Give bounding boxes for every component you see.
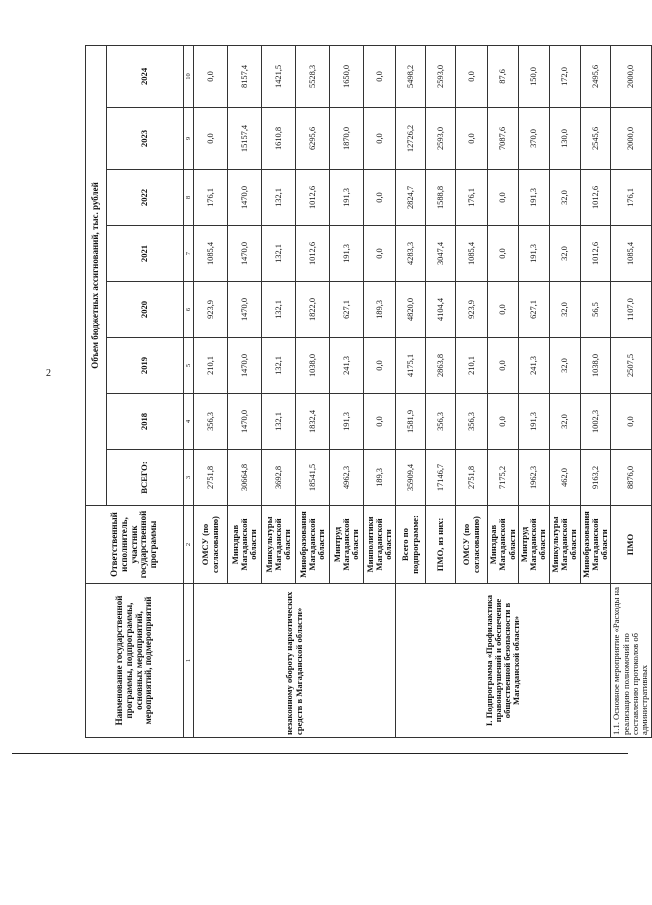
year-value-cell: 1038,0 xyxy=(580,338,611,394)
year-value-cell: 2863,8 xyxy=(426,338,456,394)
year-value-cell: 1581,9 xyxy=(396,394,426,450)
year-value-cell: 0,0 xyxy=(488,282,519,338)
total-value-cell: 18541,5 xyxy=(296,450,330,506)
header-executor: Ответственный исполнитель, участник государственной программы xyxy=(86,506,184,584)
year-value-cell: 1012,6 xyxy=(580,170,611,226)
executor-cell: Минтруд Магаданской области xyxy=(330,506,364,584)
bottom-rule xyxy=(12,753,628,754)
year-value-cell: 191,3 xyxy=(518,170,549,226)
executor-cell: Минкультуры Магаданской области xyxy=(549,506,580,584)
year-value-cell: 210,1 xyxy=(456,338,488,394)
year-value-cell: 176,1 xyxy=(611,170,651,226)
total-value-cell: 2751,8 xyxy=(456,450,488,506)
year-value-cell: 132,1 xyxy=(262,170,296,226)
year-value-cell: 1610,8 xyxy=(262,108,296,170)
total-value-cell: 189,3 xyxy=(364,450,396,506)
executor-cell: Минполитики Магаданской области xyxy=(364,506,396,584)
year-value-cell: 1870,0 xyxy=(330,108,364,170)
header-year: 2021 xyxy=(107,226,184,282)
year-value-cell: 191,3 xyxy=(518,394,549,450)
year-value-cell: 32,0 xyxy=(549,282,580,338)
year-value-cell: 2507,5 xyxy=(611,338,651,394)
year-value-cell: 8157,4 xyxy=(228,45,262,107)
executor-cell: Минтруд Магаданской области xyxy=(518,506,549,584)
year-value-cell: 191,3 xyxy=(330,170,364,226)
column-number: 3 xyxy=(184,450,194,506)
year-value-cell: 1038,0 xyxy=(296,338,330,394)
year-value-cell: 5528,3 xyxy=(296,45,330,107)
year-value-cell: 132,1 xyxy=(262,282,296,338)
year-value-cell: 130,0 xyxy=(549,108,580,170)
header-year: 2019 xyxy=(107,338,184,394)
year-value-cell: 0,0 xyxy=(456,108,488,170)
year-value-cell: 1822,0 xyxy=(296,282,330,338)
year-value-cell: 1002,3 xyxy=(580,394,611,450)
year-value-cell: 1012,6 xyxy=(296,170,330,226)
year-value-cell: 2000,0 xyxy=(611,108,651,170)
year-value-cell: 32,0 xyxy=(549,226,580,282)
header-name: Наименование государственной программы, подпрограммы, основных мероприятий, мероприятий, подмероприятий xyxy=(86,584,184,738)
year-value-cell: 191,3 xyxy=(518,226,549,282)
header-total: ВСЕГО: xyxy=(107,450,184,506)
year-value-cell: 1085,4 xyxy=(456,226,488,282)
program-name-cell: незаконному обороту наркотических средств в Магаданской области» xyxy=(194,584,396,738)
executor-cell: Минобразования Магаданской области xyxy=(296,506,330,584)
total-value-cell: 462,0 xyxy=(549,450,580,506)
year-value-cell: 2545,6 xyxy=(580,108,611,170)
table-row xyxy=(194,45,228,737)
year-value-cell: 241,3 xyxy=(330,338,364,394)
year-value-cell: 1470,0 xyxy=(228,338,262,394)
year-value-cell: 150,0 xyxy=(518,45,549,107)
total-value-cell: 17146,7 xyxy=(426,450,456,506)
year-value-cell: 1012,6 xyxy=(296,226,330,282)
year-value-cell: 4820,0 xyxy=(396,282,426,338)
year-value-cell: 1470,0 xyxy=(228,282,262,338)
header-year: 2018 xyxy=(107,394,184,450)
year-value-cell: 356,3 xyxy=(426,394,456,450)
rotated-table-wrapper xyxy=(85,46,650,738)
year-value-cell: 191,3 xyxy=(330,394,364,450)
total-value-cell: 1962,3 xyxy=(518,450,549,506)
executor-cell: Минкультуры Магаданской области xyxy=(262,506,296,584)
year-value-cell: 0,0 xyxy=(488,226,519,282)
total-value-cell: 35909,4 xyxy=(396,450,426,506)
year-value-cell: 4175,1 xyxy=(396,338,426,394)
year-value-cell: 627,1 xyxy=(330,282,364,338)
executor-cell: ПМО xyxy=(611,506,651,584)
header-year: 2023 xyxy=(107,108,184,170)
year-value-cell: 176,1 xyxy=(456,170,488,226)
year-value-cell: 356,3 xyxy=(456,394,488,450)
year-value-cell: 1470,0 xyxy=(228,394,262,450)
year-value-cell: 191,3 xyxy=(330,226,364,282)
year-value-cell: 0,0 xyxy=(611,394,651,450)
program-name-cell: 1.1. Основное мероприятие «Расходы на реализацию полномочий по составлению протоколов об административных xyxy=(611,584,651,738)
year-value-cell: 1085,4 xyxy=(611,226,651,282)
header-year: 2024 xyxy=(107,45,184,107)
year-value-cell: 3047,4 xyxy=(426,226,456,282)
executor-cell: Всего по подпрограмме: xyxy=(396,506,426,584)
year-value-cell: 0,0 xyxy=(488,394,519,450)
executor-cell: ПМО, из них: xyxy=(426,506,456,584)
column-number: 9 xyxy=(184,108,194,170)
executor-cell: Минздрав Магаданской области xyxy=(228,506,262,584)
year-value-cell: 627,1 xyxy=(518,282,549,338)
year-value-cell: 87,6 xyxy=(488,45,519,107)
year-value-cell: 176,1 xyxy=(194,170,228,226)
year-value-cell: 132,1 xyxy=(262,226,296,282)
year-value-cell: 1470,0 xyxy=(228,170,262,226)
year-value-cell: 923,9 xyxy=(456,282,488,338)
year-value-cell: 923,9 xyxy=(194,282,228,338)
year-value-cell: 0,0 xyxy=(488,338,519,394)
total-value-cell: 30664,8 xyxy=(228,450,262,506)
year-value-cell: 0,0 xyxy=(456,45,488,107)
total-value-cell: 2751,8 xyxy=(194,450,228,506)
year-value-cell: 210,1 xyxy=(194,338,228,394)
year-value-cell: 132,1 xyxy=(262,394,296,450)
year-value-cell: 15157,4 xyxy=(228,108,262,170)
year-value-cell: 2593,0 xyxy=(426,45,456,107)
header-budget-group: Объем бюджетных ассигнований, тыс. рублей xyxy=(86,45,107,505)
year-value-cell: 0,0 xyxy=(488,170,519,226)
executor-cell: ОМСУ (по согласованию) xyxy=(194,506,228,584)
column-number-row xyxy=(184,45,194,737)
year-value-cell: 370,0 xyxy=(518,108,549,170)
column-number: 4 xyxy=(184,394,194,450)
header-year: 2022 xyxy=(107,170,184,226)
total-value-cell: 7175,2 xyxy=(488,450,519,506)
executor-cell: Минздрав Магаданской области xyxy=(488,506,519,584)
year-value-cell: 0,0 xyxy=(364,226,396,282)
year-value-cell: 4104,4 xyxy=(426,282,456,338)
year-value-cell: 1588,8 xyxy=(426,170,456,226)
total-value-cell: 4962,3 xyxy=(330,450,364,506)
year-value-cell: 56,5 xyxy=(580,282,611,338)
header-year: 2020 xyxy=(107,282,184,338)
year-value-cell: 2593,0 xyxy=(426,108,456,170)
year-value-cell: 0,0 xyxy=(194,108,228,170)
column-number: 7 xyxy=(184,226,194,282)
year-value-cell: 0,0 xyxy=(364,170,396,226)
column-number: 8 xyxy=(184,170,194,226)
column-number: 10 xyxy=(184,45,194,107)
executor-cell: ОМСУ (по согласованию) xyxy=(456,506,488,584)
year-value-cell: 0,0 xyxy=(364,45,396,107)
year-value-cell: 2824,7 xyxy=(396,170,426,226)
table-row xyxy=(611,45,651,737)
year-value-cell: 32,0 xyxy=(549,170,580,226)
year-value-cell: 12726,2 xyxy=(396,108,426,170)
year-value-cell: 1650,0 xyxy=(330,45,364,107)
year-value-cell: 32,0 xyxy=(549,394,580,450)
column-number: 1 xyxy=(184,584,194,738)
year-value-cell: 189,3 xyxy=(364,282,396,338)
year-value-cell: 0,0 xyxy=(364,394,396,450)
program-name-cell: I. Подпрограмма «Профилактика правонарушений и обеспечение общественной безопасности в Магаданской области» xyxy=(396,584,611,738)
page-number: 2 xyxy=(46,368,51,379)
year-value-cell: 7087,6 xyxy=(488,108,519,170)
year-value-cell: 356,3 xyxy=(194,394,228,450)
year-value-cell: 1012,6 xyxy=(580,226,611,282)
year-value-cell: 0,0 xyxy=(194,45,228,107)
table-row xyxy=(396,45,426,737)
year-value-cell: 0,0 xyxy=(364,108,396,170)
column-number: 2 xyxy=(184,506,194,584)
column-number: 5 xyxy=(184,338,194,394)
year-value-cell: 5498,2 xyxy=(396,45,426,107)
year-value-cell: 1107,0 xyxy=(611,282,651,338)
total-value-cell: 8876,0 xyxy=(611,450,651,506)
executor-cell: Минобразования Магаданской области xyxy=(580,506,611,584)
year-value-cell: 4283,3 xyxy=(396,226,426,282)
year-value-cell: 0,0 xyxy=(364,338,396,394)
year-value-cell: 2000,0 xyxy=(611,45,651,107)
budget-table xyxy=(85,45,652,738)
column-number: 6 xyxy=(184,282,194,338)
year-value-cell: 132,1 xyxy=(262,338,296,394)
year-value-cell: 241,3 xyxy=(518,338,549,394)
year-value-cell: 1470,0 xyxy=(228,226,262,282)
total-value-cell: 9163,2 xyxy=(580,450,611,506)
year-value-cell: 2495,6 xyxy=(580,45,611,107)
year-value-cell: 32,0 xyxy=(549,338,580,394)
year-value-cell: 1085,4 xyxy=(194,226,228,282)
year-value-cell: 1421,5 xyxy=(262,45,296,107)
year-value-cell: 6295,6 xyxy=(296,108,330,170)
year-value-cell: 172,0 xyxy=(549,45,580,107)
total-value-cell: 3692,8 xyxy=(262,450,296,506)
year-value-cell: 1832,4 xyxy=(296,394,330,450)
